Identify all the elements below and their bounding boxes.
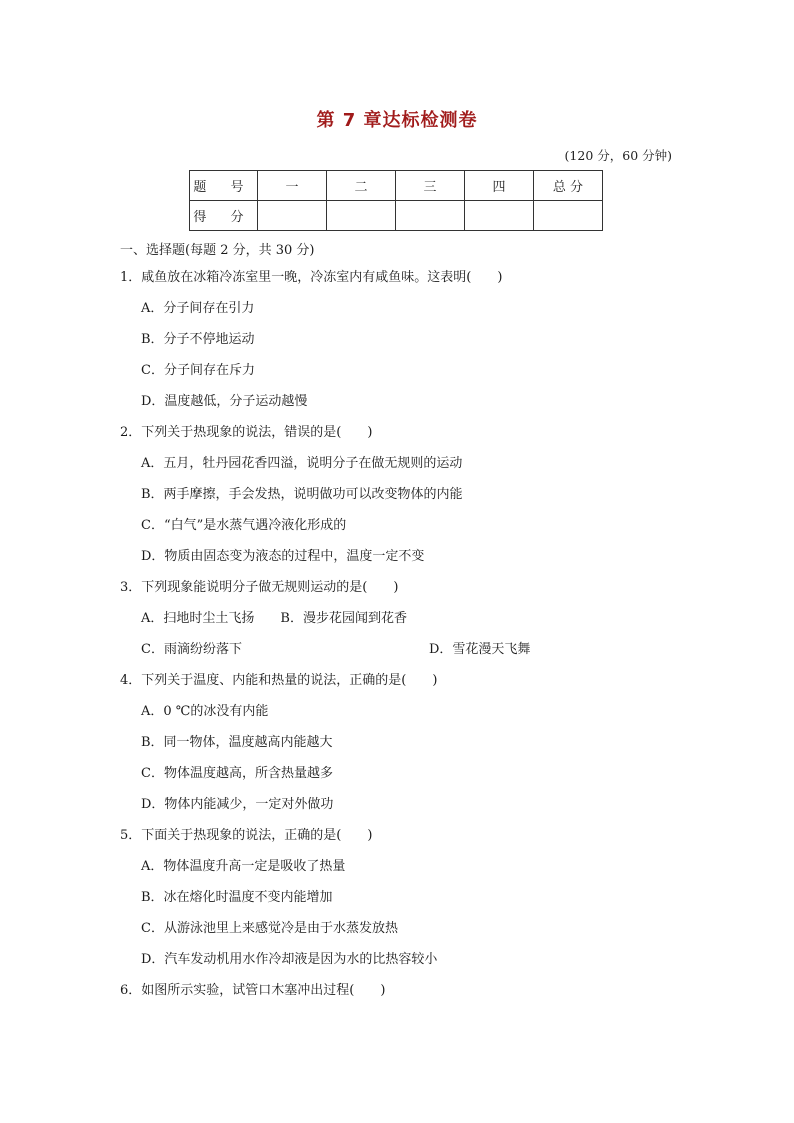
- question-option: C．“白气”是水蒸气遇冷液化形成的: [141, 518, 347, 533]
- score-table-header-3: 三: [396, 171, 465, 201]
- score-table-header-total: 总 分: [534, 171, 603, 201]
- question-stem: 1．咸鱼放在冰箱冷冻室里一晚，冷冻室内有咸鱼味。这表明( ): [120, 270, 503, 285]
- question-option: D．雪花漫天飞舞: [429, 642, 531, 657]
- question-option: D．物体内能减少，一定对外做功: [141, 797, 334, 812]
- question-option: A．五月，牡丹园花香四溢，说明分子在做无规则的运动: [141, 456, 463, 471]
- question-option: B．漫步花园闻到花香: [280, 611, 407, 626]
- question-option: D．温度越低，分子运动越慢: [141, 394, 308, 409]
- question-option: C．物体温度越高，所含热量越多: [141, 766, 333, 781]
- question-list: [120, 239, 700, 1006]
- question-option: B．分子不停地运动: [141, 332, 255, 347]
- question-stem: 2．下列关于热现象的说法，错误的是( ): [120, 425, 373, 440]
- question-option: C．从游泳池里上来感觉冷是由于水蒸发放热: [141, 921, 398, 936]
- score-cell-4[interactable]: [465, 201, 534, 231]
- score-table-header-4: 四: [465, 171, 534, 201]
- question-stem: 4．下列关于温度、内能和热量的说法，正确的是( ): [120, 673, 438, 688]
- question-option: A．分子间存在引力: [141, 301, 255, 316]
- score-table-header-label: 题 号: [190, 171, 258, 201]
- question-option: B．冰在熔化时温度不变内能增加: [141, 890, 333, 905]
- question-option: C．分子间存在斥力: [141, 363, 255, 378]
- score-table-row-label: 得 分: [190, 201, 258, 231]
- question-stem: 5．下面关于热现象的说法，正确的是( ): [120, 828, 373, 843]
- question-stem: 6．如图所示实验，试管口木塞冲出过程( ): [120, 983, 386, 998]
- question-option: D．物质由固态变为液态的过程中，温度一定不变: [141, 549, 425, 564]
- score-cell-1[interactable]: [258, 201, 327, 231]
- question-option: A．0 ℃的冰没有内能: [141, 704, 269, 719]
- question-option-row: [120, 603, 700, 634]
- question-option: A．物体温度升高一定是吸收了热量: [141, 859, 346, 874]
- question-option: A．扫地时尘土飞扬: [141, 611, 255, 626]
- question-option-row: [120, 634, 700, 665]
- score-cell-2[interactable]: [327, 201, 396, 231]
- question-stem: 3．下列现象能说明分子做无规则运动的是( ): [120, 580, 399, 595]
- question-option: B．两手摩擦，手会发热，说明做功可以改变物体的内能: [141, 487, 463, 502]
- score-cell-total[interactable]: [534, 201, 603, 231]
- section-heading: 一、选择题(每题 2 分，共 30 分): [120, 243, 315, 258]
- score-time-note: (120 分，60 分钟): [564, 148, 672, 163]
- score-table-score-row: [190, 201, 603, 231]
- question-option: D．汽车发动机用水作冷却液是因为水的比热容较小: [141, 952, 438, 967]
- question-option: C．雨滴纷纷落下: [141, 642, 242, 657]
- score-table-header-row: [190, 171, 603, 201]
- question-option: B．同一物体，温度越高内能越大: [141, 735, 333, 750]
- score-table-header-2: 二: [327, 171, 396, 201]
- score-table: [189, 170, 603, 231]
- score-cell-3[interactable]: [396, 201, 465, 231]
- score-table-header-1: 一: [258, 171, 327, 201]
- page-title: 第 7 章达标检测卷: [316, 110, 478, 131]
